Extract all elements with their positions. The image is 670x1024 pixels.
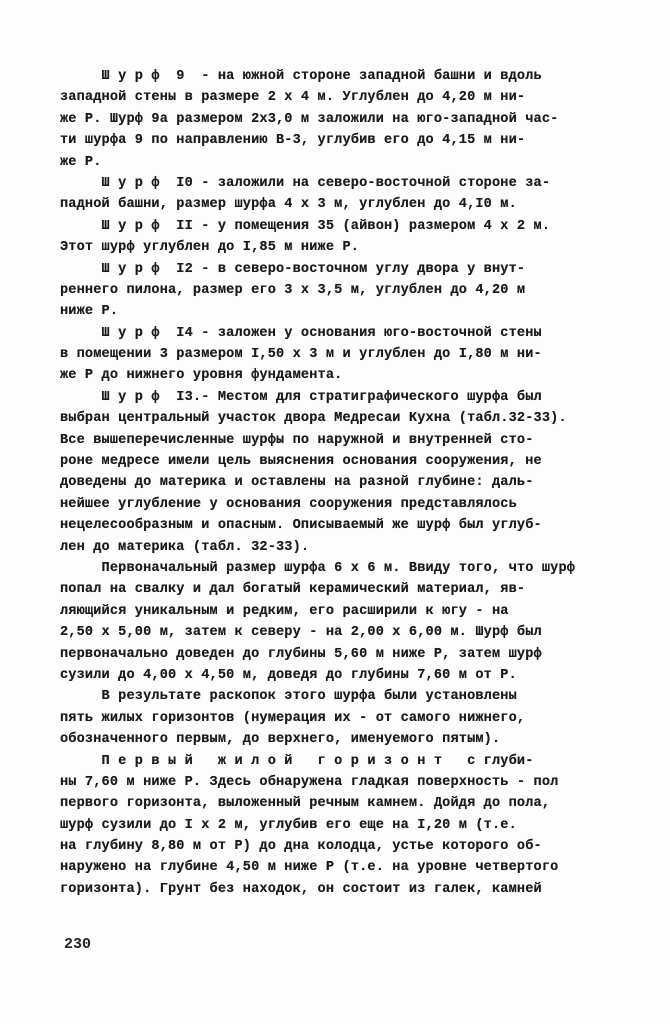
text-line: шурф сузили до I х 2 м, углубив его еще на I,20 м (т.е.	[60, 817, 517, 833]
text-line: западной стены в размере 2 х 4 м. Углублен до 4,20 м ни-	[60, 90, 526, 106]
text-line: Ш у р ф I0 - заложили на северо-восточной стороне за-	[60, 175, 551, 191]
text-line: реннего пилона, размер его 3 х 3,5 м, углублен до 4,20 м	[60, 282, 526, 298]
text-line: же Р.	[60, 154, 102, 170]
text-line: Ш у р ф I4 - заложен у основания юго-восточной стены	[60, 325, 542, 341]
text-line: ниже Р.	[60, 304, 119, 320]
page-number: 230	[64, 936, 92, 953]
text-line: ны 7,60 м ниже Р. Здесь обнаружена гладкая поверхность - пол	[60, 774, 559, 790]
text-line: же Р. Шурф 9а размером 2х3,0 м заложили на юго-западной час-	[60, 111, 559, 127]
text-line: первого горизонта, выложенный речным камнем. Дойдя до пола,	[60, 796, 551, 812]
text-line: на глубину 8,80 м от Р) до дна колодца, устье которого об-	[60, 839, 542, 855]
text-line: роне медресе имели цель выяснения основания сооружения, не	[60, 454, 542, 470]
text-line: нейшее углубление у основания сооружения представлялось	[60, 496, 517, 512]
body-text	[60, 66, 620, 900]
text-line: Ш у р ф I3.- Местом для стратиграфического шурфа был	[60, 389, 542, 405]
text-line: Ш у р ф II - у помещения 35 (айвон) размером 4 х 2 м.	[60, 218, 551, 234]
text-line: В результате раскопок этого шурфа были установлены	[60, 689, 517, 705]
text-line: сузили до 4,00 х 4,50 м, доведя до глубины 7,60 м от Р.	[60, 667, 517, 683]
text-line: падной башни, размер шурфа 4 х 3 м, углублен до 4,I0 м.	[60, 197, 517, 213]
text-line: Ш у р ф 9 - на южной стороне западной башни и вдоль	[60, 69, 542, 84]
text-line: Ш у р ф I2 - в северо-восточном углу двора у внут-	[60, 261, 526, 277]
text-line: наружено на глубине 4,50 м ниже Р (т.е. на уровне четвертого	[60, 860, 559, 876]
text-line: пять жилых горизонтов (нумерация их - от самого нижнего,	[60, 710, 526, 726]
text-line: Этот шурф углублен до I,85 м ниже Р.	[60, 240, 360, 256]
text-line: выбран центральный участок двора Медресаи Кухна (табл.32-33).	[60, 411, 567, 427]
text-line: в помещении 3 размером I,50 х 3 м и углублен до I,80 м ни-	[60, 347, 542, 363]
text-line: 2,50 х 5,00 м, затем к северу - на 2,00 х 6,00 м. Шурф был	[60, 625, 542, 641]
text-line: нецелесообразным и опасным. Описываемый же шурф был углуб-	[60, 518, 542, 534]
text-line: горизонта). Грунт без находок, он состоит из галек, камней	[60, 881, 542, 897]
text-line: обозначенного первым, до верхнего, именуемого пятым).	[60, 732, 501, 748]
text-line: лен до материка (табл. 32-33).	[60, 539, 310, 555]
text-line: Все вышеперечисленные шурфы по наружной и внутренней сто-	[60, 432, 534, 448]
text-line: доведены до материка и оставлены на разной глубине: даль-	[60, 475, 534, 491]
text-line: первоначально доведен до глубины 5,60 м ниже Р, затем шурф	[60, 646, 542, 662]
text-line: ляющийся уникальным и редким, его расширили к югу - на	[60, 603, 509, 619]
text-line: П е р в ы й ж и л о й г о р и з о н т с глуби-	[60, 753, 534, 769]
text-line: попал на свалку и дал богатый керамический материал, яв-	[60, 582, 526, 598]
text-line: ти шурфа 9 по направлению В-3, углубив его до 4,15 м ни-	[60, 133, 526, 149]
text-line: же Р до нижнего уровня фундамента.	[60, 368, 343, 384]
text-line: Первоначальный размер шурфа 6 х 6 м. Ввиду того, что шурф	[60, 560, 576, 576]
